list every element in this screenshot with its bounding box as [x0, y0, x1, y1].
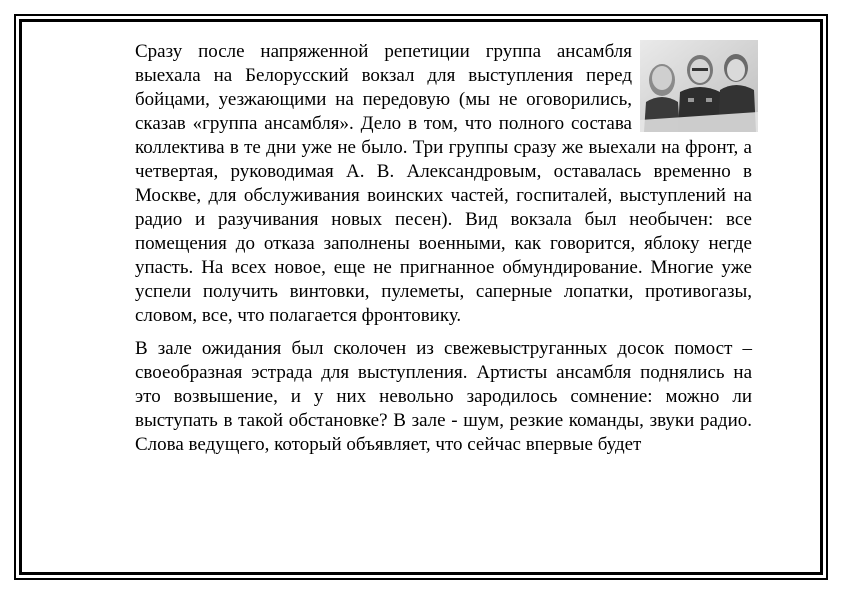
paragraph-1: Сразу после напряженной репетиции группа ансамбля выехала на Белорусский вокзал для выступления перед бойцами, уезжающими на передовую (мы не оговорились, сказав «группа ансамбля». Дело в том, что полного состава коллектива в те дни уже не было. Три группы сразу же выехали на фронт, а четвертая, руководимая А. В. Александровым, оставалась временно в Москве, для обслуживания воинских частей, госпиталей, выступлений на радио и разучивания новых песен). Вид вокзала был необычен: все помещения до отказа заполнены военными, как говорится, яблоку негде упасть. На всех новое, еще не пригнанное обмундирование. Многие уже успели получить винтовки, пулеметы, саперные лопатки, противогазы, словом, все, что полагается фронтовику. [135, 41, 752, 326]
paragraph-2: В зале ожидания был сколочен из свежевыструганных досок помост – своеобразная эстрада для выступления. Артисты ансамбля поднялись на это возвышение, и у них невольно зародилось сомнение: можно ли выступать в такой обстановке? В зале - шум, резкие команды, звуки радио. Слова ведущего, который объявляет, что сейчас впервые будет [135, 338, 752, 455]
document-body [135, 40, 752, 466]
historical-photo-icon [640, 40, 758, 132]
